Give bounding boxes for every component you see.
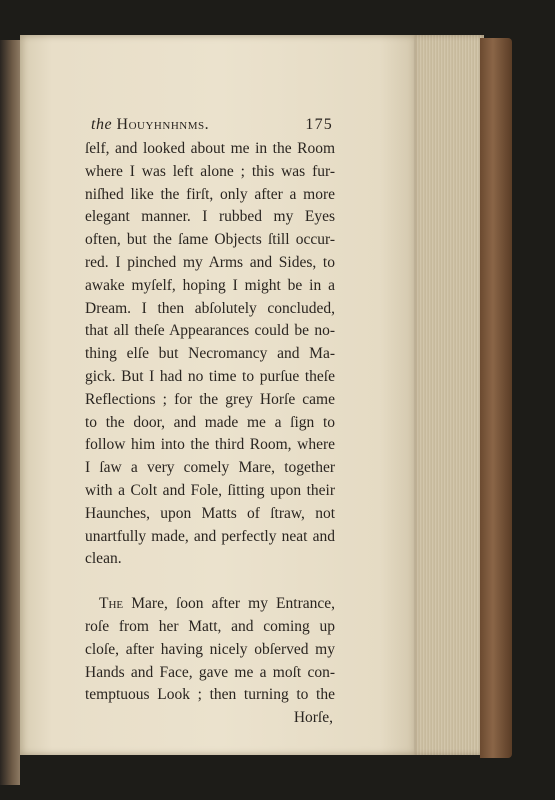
paragraph-2 bbox=[85, 593, 335, 707]
text-line: roſe from her Matt, and coming up bbox=[85, 617, 335, 635]
paragraph-gap bbox=[85, 571, 335, 593]
text-line: often, but the ſame Objects ſtill occur- bbox=[85, 231, 335, 249]
text-line: ſelf, and looked about me in the Room bbox=[85, 140, 335, 157]
catchword: Horſe, bbox=[293, 709, 333, 727]
text-line: I ſaw a very comely Mare, together bbox=[85, 459, 335, 477]
text-line: to the door, and made me a ſign to bbox=[85, 413, 335, 431]
text-line: follow him into the third Room, where bbox=[85, 436, 335, 454]
running-title bbox=[91, 114, 209, 137]
text-line: temptuous Look ; then turning to the bbox=[85, 686, 335, 704]
first-line-rest: Mare, ſoon after my Entrance, bbox=[131, 595, 336, 613]
page-text bbox=[85, 112, 335, 730]
running-title-text: Houyhnhnms. bbox=[116, 116, 210, 133]
text-line: awake myſelf, hoping I might be in a bbox=[85, 276, 335, 294]
text-line: Dream. I then abſolutely concluded, bbox=[85, 299, 335, 317]
text-line: unartfully made, and perfectly neat and bbox=[85, 527, 335, 545]
paragraph-1 bbox=[85, 138, 335, 571]
page-number: 175 bbox=[305, 116, 333, 133]
book-cover-edge bbox=[480, 38, 512, 758]
text-line: that all theſe Appearances could be no- bbox=[85, 322, 335, 340]
page-block-edges bbox=[414, 35, 484, 755]
text-line: clean. bbox=[85, 550, 122, 568]
text-line bbox=[85, 593, 335, 616]
text-line: thing elſe but Necromancy and Ma- bbox=[85, 345, 335, 363]
running-title-prefix: the bbox=[91, 116, 113, 133]
left-page-edge bbox=[0, 40, 20, 785]
text-line: where I was left alone ; this was fur- bbox=[85, 162, 335, 180]
text-line: with a Colt and Fole, ſitting upon their bbox=[85, 481, 335, 499]
text-line: cloſe, after having nicely obſerved my bbox=[85, 640, 335, 658]
text-line: red. I pinched my Arms and Sides, to bbox=[85, 253, 335, 271]
text-line: Haunches, upon Matts of ſtraw, not bbox=[85, 504, 335, 522]
paragraph-opening-word: The bbox=[99, 595, 124, 613]
text-line: niſhed like the firſt, only after a more bbox=[85, 185, 335, 203]
running-header bbox=[85, 112, 335, 138]
text-line: elegant manner. I rubbed my Eyes bbox=[85, 208, 335, 226]
text-line: Reflections ; for the grey Horſe came bbox=[85, 390, 335, 408]
text-line: gick. But I had no time to purſue theſe bbox=[85, 367, 335, 385]
text-line: Hands and Face, gave me a moſt con- bbox=[85, 663, 335, 681]
